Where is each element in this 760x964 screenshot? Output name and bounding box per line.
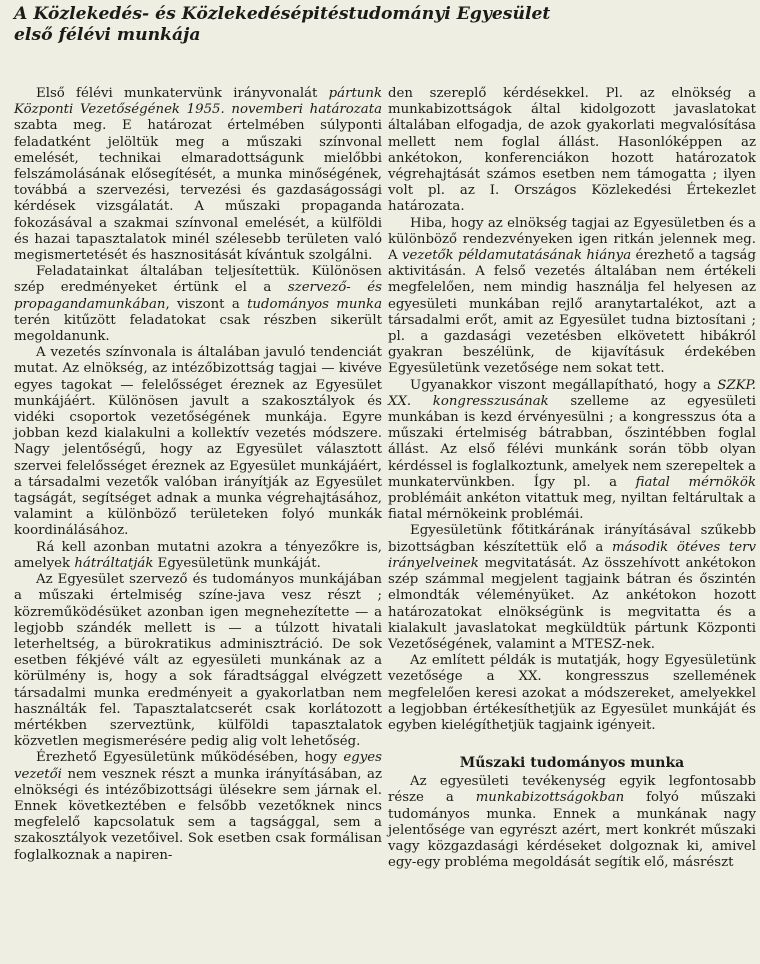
emphasis-text: vezetők példamutatásának hiánya: [401, 248, 632, 264]
emphasis-text: fiatal mérnökök: [635, 474, 756, 490]
text-run: megvitatását. Az összehívott ankétokon szép számmal megjelent tagjaink bátran és őszintén elmondták véleményüket. Az ankétokon hozott határozatokat elnökségünk is megvitatta és a kialakult javaslatokat megküldtük pártunk Központi Vezetőségének, valamint a MTESZ-nek.: [388, 555, 756, 652]
emphasis-text: SZKP. XX. kongresszusának: [388, 377, 756, 409]
emphasis-text: hátráltatják: [74, 555, 154, 571]
paragraph-technical-work: [388, 774, 756, 871]
text-run: Hiba, hogy az elnökség tagjai az Egyesületben és a különböző rendezvényeken igen ritkán jelennek meg. A: [388, 215, 756, 264]
paragraph-congress: [388, 378, 756, 524]
article-title: [14, 4, 714, 46]
left-column: [14, 86, 382, 864]
text-run: terén kitűzött feladatokat csak részben sikerült megoldanunk.: [14, 312, 382, 345]
emphasis-text: tudományos munka: [247, 296, 382, 312]
text-run: Egyesületünk főtitkárának irányításával szűkebb bizottságban készítettük elő a: [388, 523, 756, 555]
emphasis-text: második ötéves terv irányelveinek: [388, 539, 756, 571]
text-run: nem vesznek részt a munka irányításában, az elnökségi és intézőbizottsági ülésekre sem járnak el. Ennek következtében e felsőbb vezetőknek nincs megfelelő kapcsolatuk sem a tagsággal, sem a szakosztályok vezetőivel. Sok esetben csak formálisan foglalkoznak a napiren-: [14, 766, 382, 863]
paragraph-work-plan: [14, 86, 382, 264]
paragraph-some-leaders: [14, 750, 382, 863]
emphasis-text: szervező- és propagandamunkában: [14, 280, 382, 312]
article-title-line-2: első félévi munkája: [14, 25, 201, 45]
text-run: Érezhető Egyesületünk működésében, hogy: [36, 750, 344, 766]
paragraph-obstacles-intro: [14, 540, 382, 572]
paragraph-presidency: [388, 216, 756, 378]
text-run: Az Egyesület szervező és tudományos munkájában a műszaki értelmiség színe-java vesz részt ; közreműködésüket azonban igen megnehezítette — a legjobb szándék mellett is — a túlzott hivatali leterheltség, a bürokratikus adminisztráció. De sok esetben fékjévé vált az egyesületi munkának az a körülmény is, hogy a sok fáradtsággal elvégzett társadalmi munka eredményeit a gyakorlatban nem használták fel. Tapasztalatcserét csak korlátozott mértékben szerveztünk, külföldi tapasztalatok közvetlen megismerésére pedig alig volt lehetőség.: [14, 572, 382, 750]
text-run: Az említett példák is mutatják, hogy Egyesületünk vezetősége a XX. kongresszus szellemének megfelelően keresi azokat a módszereket, amelyekkel a legjobban értékesíthetjük az Egyesület munkáját és egyben kielégíthetjük tagjaink igényeit.: [388, 653, 756, 733]
text-run: problémáit ankéton vitattuk meg, nyiltan feltárultak a fiatal mérnökeink problémái.: [388, 491, 756, 523]
text-run: , viszont a: [165, 296, 248, 312]
emphasis-text: pártunk Központi Vezetőségének 1955. novemberi határozata: [14, 86, 382, 118]
article-title-line-1: A Közlekedés- és Közlekedésépitéstudományi Egyesület: [14, 4, 551, 24]
text-run: szabta meg. E határozat értelmében súlyponti feladatként jelöltük meg a műszaki színvonal emelését, technikai elmaradottságunk mielőbbi felszámolásának elősegítését, a munka minőségének, továbbá a szervezési, tervezési és gazdaságossági kérdések vizsgálatát. A műszaki propaganda fokozásával a szakmai színvonal emelését, a külföldi és hazai tapasztalatok minél szélesebb területen való megismertetését és hasznositását kívántuk szolgálni.: [14, 118, 382, 264]
paragraph-leadership: [14, 345, 382, 539]
text-run: érezhető a tagság aktivitásán. A felső vezetés általában nem értékeli megfelelően, nem mindig használja fel helyesen az egyesületi munkában rejlő aranytartalékot, azt a társadalmi erőt, amit az Egyesület tudna biztosítani ; pl. a gazdasági vezetésben elkövetett hibákról gyakran beszélünk, de kijavításuk érdekében Egyesületünk vezetősége nem sokat tett.: [388, 248, 756, 377]
text-run: szelleme az egyesületi munkában is kezd érvényesülni ; a kongresszus óta a műszaki értelmiség bátrabban, őszintébben foglal állást. Az első félévi munkánk során több olyan kérdéssel is foglalkoztunk, amelyek nem szerepeltek a munkatervünkben. Így pl. a: [388, 393, 756, 490]
paragraph-continuation: [388, 86, 756, 216]
text-run: A vezetés színvonala is általában javuló tendenciát mutat. Az elnökség, az intézőbizottság tagjai — kivéve egyes tagokat — felelősséget éreznek az Egyesület munkájáért. Különösen javult a szakosztályok és vidéki csoportok vezetőségének munkája. Egyre jobban kezd kialakulni a kollektív vezetés módszere. Nagy jelentőségű, hogy az Egyesület választott szervei felelősséget éreznek az Egyesület munkájáért, a társadalmi vezetők valóban irányítják az Egyesület tagságát, segítséget adnak a munka végrehajtásához, valamint a különböző területeken folyó munkák koordinálásához.: [14, 345, 382, 539]
paragraph-examples: [388, 653, 756, 734]
text-run: Első félévi munkatervünk irányvonalát: [36, 86, 329, 101]
section-title: Műszaki tudományos munka: [459, 755, 685, 772]
text-run: Feladatainkat általában teljesítettük. Különösen szép eredményeket értünk el a: [14, 264, 382, 296]
text-run: Az egyesületi tevékenység egyik legfontosabb része a: [388, 774, 756, 806]
paragraph-tasks: [14, 264, 382, 345]
text-run: Egyesületünk munkáját.: [153, 555, 321, 571]
text-run: folyó műszaki tudományos munka. Ennek a munkának nagy jelentősége van egyrészt azért, mert konkrét műszaki vagy közgazdasági kérdéseket dolgoznak ki, amivel egy-egy probléma megoldását segítik elő, másrészt: [388, 790, 756, 871]
text-run: Rá kell azonban mutatni azokra a tényezőkre is, amelyek: [14, 539, 382, 571]
text-run: Ugyanakkor viszont megállapítható, hogy a: [410, 377, 718, 393]
paragraph-obstacles: [14, 572, 382, 750]
right-column: [388, 86, 756, 871]
emphasis-text: munkabizottságokban: [475, 790, 625, 806]
text-run: den szereplő kérdésekkel. Pl. az elnökség a munkabizottságok által kidolgozott javaslatokat általában elfogadja, de azok gyakorlati megvalósítása mellett nem foglal állást. Hasonlóképpen az ankétokon, konferenciákon hozott határozatok végrehajtását számos esetben nem támogatta ; ilyen volt pl. az I. Országos Közlekedési Értekezlet határozata.: [388, 86, 756, 215]
emphasis-text: egyes vezetői: [14, 750, 382, 782]
paragraph-five-year-plan: [388, 523, 756, 653]
